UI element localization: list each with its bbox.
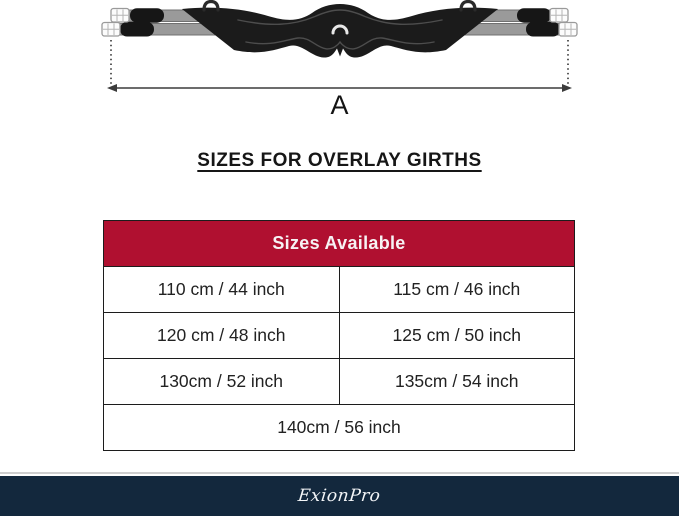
page-title: SIZES FOR OVERLAY GIRTHS	[197, 150, 482, 171]
table-row	[104, 313, 575, 359]
size-cell: 110 cm / 44 inch	[104, 267, 340, 313]
table-header-cell: Sizes Available	[104, 221, 575, 267]
girth-body	[182, 4, 498, 58]
table-header-row	[104, 221, 575, 267]
size-cell: 120 cm / 48 inch	[104, 313, 340, 359]
brand-logo: ExionPro	[297, 486, 382, 506]
table-row	[104, 359, 575, 405]
size-cell: 125 cm / 50 inch	[339, 313, 575, 359]
girth-diagram	[0, 0, 679, 125]
table-row	[104, 267, 575, 313]
size-cell: 135cm / 54 inch	[339, 359, 575, 405]
size-cell: 130cm / 52 inch	[104, 359, 340, 405]
footer-bar	[0, 476, 679, 516]
table-row	[104, 405, 575, 451]
dimension-a-label: A	[330, 90, 349, 120]
footer-separator	[0, 472, 679, 474]
sizes-table	[103, 220, 575, 451]
size-cell: 115 cm / 46 inch	[339, 267, 575, 313]
size-cell-full-width: 140cm / 56 inch	[104, 405, 575, 451]
